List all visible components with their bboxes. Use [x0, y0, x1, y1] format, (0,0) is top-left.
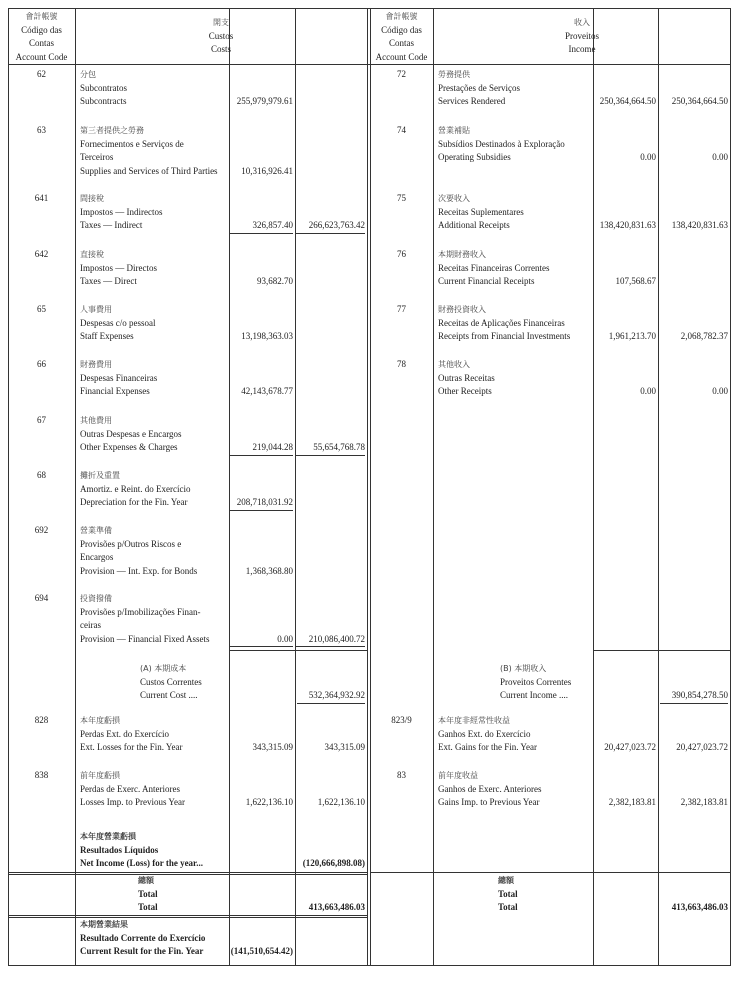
- total-left-amount: 413,663,486.03: [308, 902, 365, 912]
- account-description: 財務投資收入 Receitas de Aplicações Financeiras Receipts from Financial Investments: [438, 305, 571, 341]
- current-income-amount: 390,854,278.50: [660, 689, 728, 704]
- amount-detail: 250,364,664.50: [599, 96, 656, 106]
- account-code: 67: [37, 415, 46, 425]
- account-code: 62: [37, 69, 46, 79]
- net-income-amount: (120,666,898.08): [302, 858, 365, 868]
- account-description: 營業補貼 Subsídios Destinados à Exploração Operating Subsidies: [438, 126, 565, 162]
- account-code: 77: [397, 304, 406, 314]
- amount-detail: 208,718,031.92: [230, 496, 293, 511]
- amount-detail: 138,420,831.63: [599, 220, 656, 230]
- amount-detail: 13,198,363.03: [241, 331, 293, 341]
- account-description: 投資撥備 Provisões p/Imobilizações Finan- ceiras Provision — Financial Fixed Assets: [80, 594, 210, 644]
- account-description: 本年度非經常性收益 Ganhos Ext. do Exercício Ext. Gains for the Fin. Year: [438, 716, 537, 752]
- account-code: 838: [34, 770, 49, 780]
- amount-subtotal: 2,382,183.81: [680, 797, 728, 807]
- amount-detail: 20,427,023.72: [604, 742, 656, 752]
- amount-subtotal: 20,427,023.72: [676, 742, 728, 752]
- account-description: 前年度收益 Ganhos de Exerc. Anteriores Gains Imp. to Previous Year: [438, 771, 542, 807]
- amount-detail: 0.00: [640, 386, 656, 396]
- account-description: 其他費用 Outras Despesas e Encargos Other Expenses & Charges: [80, 416, 182, 452]
- account-description: 攤折及重置 Amortiz. e Reint. do Exercício Depreciation for the Fin. Year: [80, 471, 191, 507]
- account-description: 其他收入 Outras Receitas Other Receipts: [438, 360, 495, 396]
- current-cost-label: (A) 本期成本 Custos Correntes Current Cost ....: [140, 664, 202, 700]
- amount-detail: 42,143,678.77: [241, 386, 293, 396]
- amount-subtotal: 266,623,763.42: [296, 219, 365, 234]
- account-code: 74: [397, 125, 406, 135]
- account-description: 人事費用 Despesas c/o pessoal Staff Expenses: [80, 305, 156, 341]
- amount-subtotal: 0.00: [712, 386, 728, 396]
- amount-detail: 1,961,213.70: [608, 331, 656, 341]
- amount-subtotal: 0.00: [712, 152, 728, 162]
- account-description: 前年度虧損 Perdas de Exerc. Anteriores Losses Imp. to Previous Year: [80, 771, 185, 807]
- amount-subtotal: 138,420,831.63: [671, 220, 728, 230]
- current-result-label: 本期營業結果 Resultado Corrente do Exercício Current Result for the Fin. Year: [80, 920, 206, 956]
- account-code: 692: [34, 525, 49, 535]
- total-right-amount: 413,663,486.03: [671, 902, 728, 912]
- account-code: 78: [397, 359, 406, 369]
- account-code: 66: [37, 359, 46, 369]
- account-description: 財務費用 Despesas Financeiras Financial Expenses: [80, 360, 158, 396]
- amount-detail: 343,315.09: [252, 742, 293, 752]
- current-cost-amount: 532,364,932.92: [297, 689, 365, 704]
- account-code: 72: [397, 69, 406, 79]
- account-description: 分包 Subcontratos Subcontracts: [80, 70, 127, 106]
- account-code: 75: [397, 193, 406, 203]
- header-account-code: 會計帳號 Código das Contas Account Code: [15, 12, 68, 62]
- account-description: 勞務提供 Prestações de Serviços Services Rendered: [438, 70, 520, 106]
- total-right-label: 總額 Total Total: [498, 876, 518, 912]
- account-description: 直接稅 Impostos — Directos Taxes — Direct: [80, 250, 157, 286]
- amount-subtotal: 343,315.09: [324, 742, 365, 752]
- amount-detail: 107,568.67: [615, 276, 656, 286]
- amount-detail: 326,857.40: [230, 219, 293, 234]
- account-code: 641: [34, 193, 49, 203]
- header-account-code-right: 會計帳號 Código das Contas Account Code: [375, 12, 428, 62]
- total-left-label: 總額 Total Total: [138, 876, 158, 912]
- account-description: 第三者提供之勞務 Fornecimentos e Serviços de Terceiros Supplies and Services of Third Parties: [80, 126, 218, 176]
- amount-detail: 0.00: [640, 152, 656, 162]
- amount-detail: 93,682.70: [257, 276, 293, 286]
- amount-subtotal: 250,364,664.50: [671, 96, 728, 106]
- amount-detail: 0.00: [230, 633, 293, 648]
- account-code: 694: [34, 593, 49, 603]
- amount-subtotal: 2,068,782.37: [680, 331, 728, 341]
- amount-detail: 255,979,979.61: [236, 96, 293, 106]
- account-code: 76: [397, 249, 406, 259]
- account-description: 營業準備 Provisões p/Outros Riscos e Encargos Provision — Int. Exp. for Bonds: [80, 526, 198, 576]
- amount-subtotal: 1,622,136.10: [317, 797, 365, 807]
- account-code: 83: [397, 770, 406, 780]
- account-code: 823/9: [391, 715, 412, 725]
- current-income-label: (B) 本期收入 Proveitos Correntes Current Income ....: [500, 664, 572, 700]
- amount-subtotal: 55,654,768.78: [296, 441, 365, 456]
- amount-detail: 219,044.28: [230, 441, 293, 456]
- amount-detail: 1,622,136.10: [245, 797, 293, 807]
- header-costs: 開支 Custos Costs: [208, 18, 234, 54]
- net-income-label: 本年度營業虧損 Resultados Líquidos Net Income (Loss) for the year...: [80, 832, 203, 868]
- account-description: 間接稅 Impostos — Indirectos Taxes — Indirect: [80, 194, 163, 230]
- amount-detail: 10,316,926.41: [241, 165, 293, 176]
- profit-loss-table: [8, 8, 731, 966]
- account-description: 本年度虧損 Perdas Ext. do Exercício Ext. Losses for the Fin. Year: [80, 716, 183, 752]
- account-code: 642: [34, 249, 49, 259]
- account-description: 本期財務收入 Receitas Financeiras Correntes Current Financial Receipts: [438, 250, 550, 286]
- account-code: 63: [37, 125, 46, 135]
- account-description: 次要收入 Receitas Suplementares Additional Receipts: [438, 194, 524, 230]
- amount-subtotal: 210,086,400.72: [296, 633, 365, 648]
- amount-detail: 1,368,368.80: [245, 565, 293, 576]
- amount-detail: 2,382,183.81: [608, 797, 656, 807]
- account-code: 65: [37, 304, 46, 314]
- header-income: 收入 Proveitos Income: [564, 18, 599, 54]
- account-code: 68: [37, 470, 46, 480]
- current-result-amount: (141,510,654.42): [230, 946, 293, 956]
- account-code: 828: [34, 715, 49, 725]
